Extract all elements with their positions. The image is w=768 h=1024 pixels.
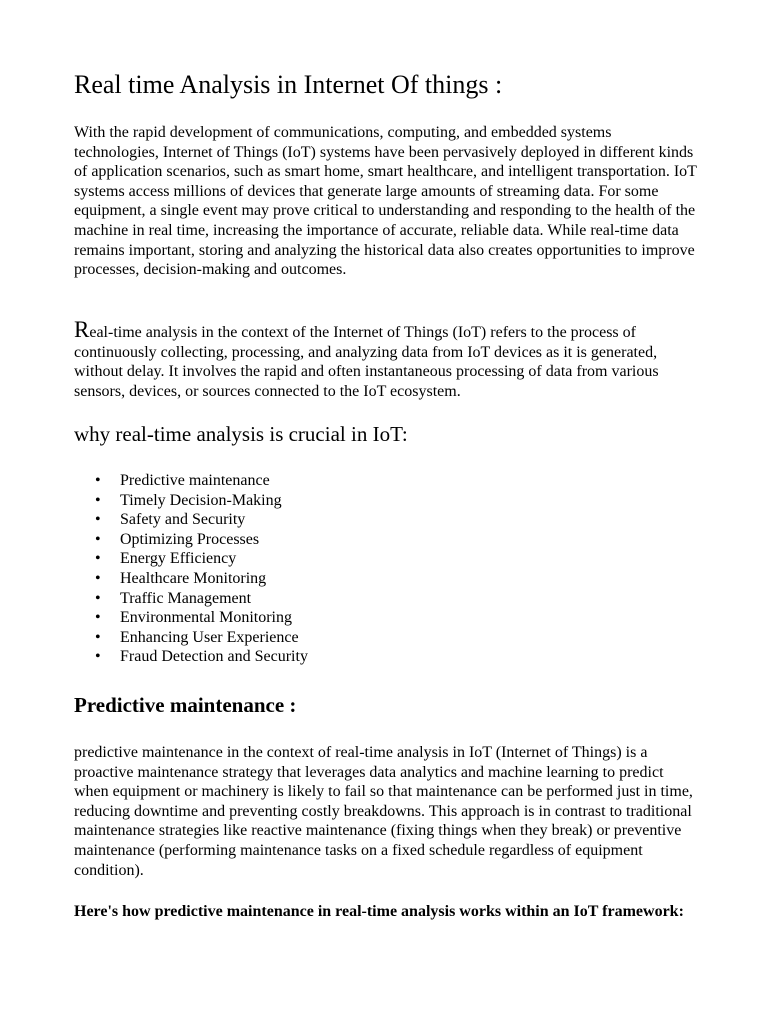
list-item: • Enhancing User Experience: [74, 628, 308, 648]
definition-paragraph: [74, 317, 698, 401]
list-item: • Energy Efficiency: [74, 549, 308, 569]
intro-paragraph: With the rapid development of communications, computing, and embedded systems technologies, Internet of Things (IoT) systems have been pervasively deployed in different kinds of application scenarios, such as smart home, smart healthcare, and intelligent transportation. IoT systems access millions of devices that generate large amounts of streaming data. For some equipment, a single event may prove critical to understanding and responding to the health of the machine in real time, increasing the importance of accurate, reliable data. While real-time data remains important, storing and analyzing the historical data also creates opportunities to improve processes, decision-making and outcomes.: [74, 124, 697, 279]
list-item: • Healthcare Monitoring: [74, 569, 308, 589]
document-title: Real time Analysis in Internet Of things :: [74, 70, 503, 99]
definition-text: eal-time analysis in the context of the Internet of Things (IoT) refers to the process of continuously collecting, processing, and analyzing data from IoT devices as it is generated, without delay. It involves the rapid and often instantaneous processing of data from various sensors, devices, or sources connected to the IoT ecosystem.: [74, 324, 659, 400]
reasons-list: [74, 471, 308, 667]
list-item: • Optimizing Processes: [74, 530, 308, 550]
predictive-heading: Predictive maintenance :: [74, 693, 297, 717]
list-item: • Traffic Management: [74, 589, 308, 609]
definition-dropcap: R: [74, 317, 90, 342]
list-item: • Predictive maintenance: [74, 471, 308, 491]
list-item: • Fraud Detection and Security: [74, 647, 308, 667]
why-heading: why real-time analysis is crucial in IoT:: [74, 422, 408, 446]
list-item: • Safety and Security: [74, 510, 308, 530]
list-item: • Timely Decision-Making: [74, 491, 308, 511]
how-it-works-lead: Here's how predictive maintenance in real-time analysis works within an IoT framework:: [74, 903, 684, 920]
list-item: • Environmental Monitoring: [74, 608, 308, 628]
predictive-paragraph: predictive maintenance in the context of real-time analysis in IoT (Internet of Things) is a proactive maintenance strategy that leverages data analytics and machine learning to predict when equipment or machinery is likely to fail so that maintenance can be performed just in time, reducing downtime and preventing costly breakdowns. This approach is in contrast to traditional maintenance strategies like reactive maintenance (fixing things when they break) or preventive maintenance (performing maintenance tasks on a fixed schedule regardless of equipment condition).: [74, 744, 693, 879]
